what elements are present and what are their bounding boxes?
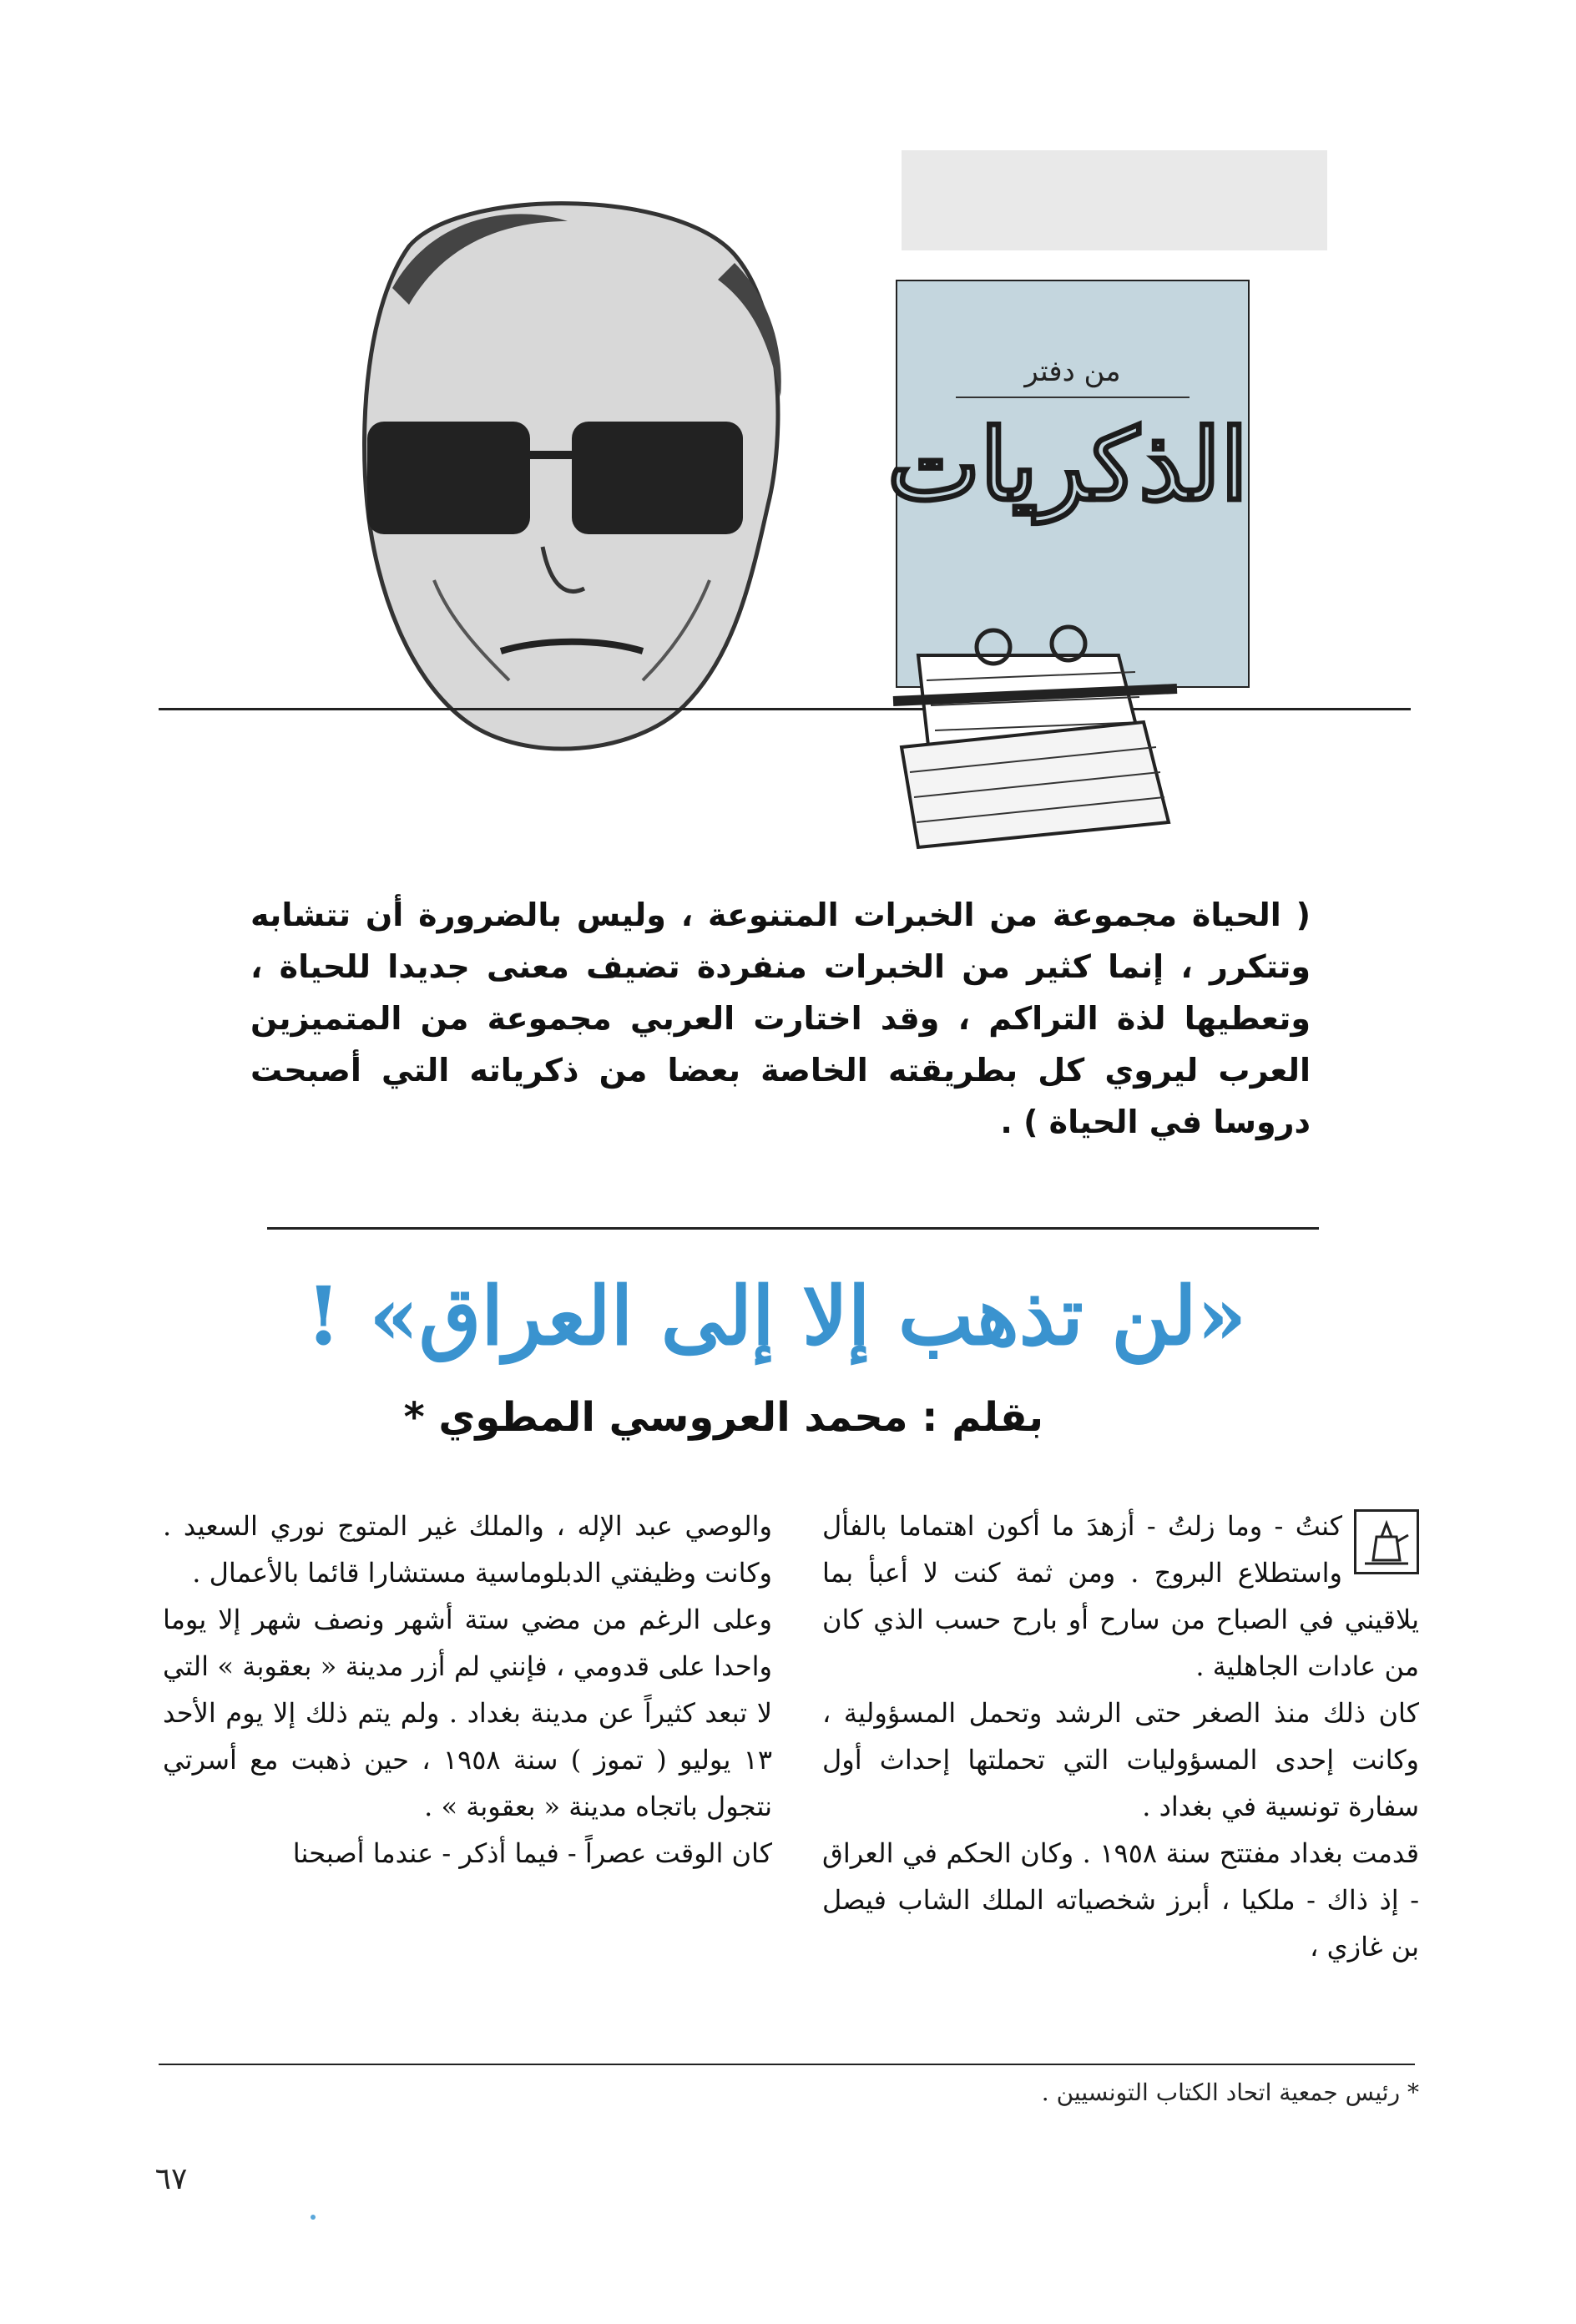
footnote: * رئيس جمعية اتحاد الكتاب التونسيين .: [1041, 2079, 1419, 2106]
footnote-rule: [159, 2064, 1415, 2065]
article-author: بقلم : محمد العروسي المطوي *: [403, 1394, 1043, 1441]
header-shade: [902, 150, 1327, 250]
memoirs-big-label: الذكريات: [887, 407, 1248, 523]
memoirs-small-label: من دفتر: [1024, 355, 1121, 388]
article-column-right: [822, 1503, 1419, 1970]
memoirs-rule: [956, 397, 1190, 398]
intro-paragraph: ( الحياة مجموعة من الخبرات المتنوعة ، وليس بالضرورة أن تتشابه وتتكرر ، إنما كثير من الخبرات منفردة تضيف معنى جديدا للحياة ، وتعطيها لذة التراكم ، وقد اختارت العربي مجموعة من المتميزين العرب ليروي كل بطريقته الخاصة بعضا من ذكرياته التي أصبحت دروسا في الحياة ) .: [250, 897, 1311, 1140]
paragraph: قدمت بغداد مفتتح سنة ١٩٥٨ . وكان الحكم في العراق - إذ ذاك - ملكيا ، أبرز شخصياته الملك الشاب فيصل بن غازي ،: [822, 1837, 1420, 1963]
paragraph: والوصي عبد الإله ، والملك غير المتوج نوري السعيد . وكانت وظيفتي الدبلوماسية مستشارا قائما بالأعمال .: [163, 1510, 772, 1589]
author-portrait: [317, 188, 818, 768]
paragraph: كان الوقت عصراً - فيما أذكر - عندما أصبحنا: [292, 1837, 772, 1869]
paragraph: كان ذلك منذ الصغر حتى الرشد وتحمل المسؤولية ، وكانت إحدى المسؤوليات التي تحملتها إحداث أول سفارة تونسية في بغداد .: [822, 1697, 1419, 1822]
notebook-icon: [868, 622, 1185, 856]
section-divider: [267, 1227, 1319, 1230]
ink-dot: [311, 2215, 316, 2220]
page-number: ٦٧: [154, 2162, 188, 2196]
paragraph: كنتُ - وما زلتُ - أزهدَ ما أكون اهتماما بالفأل واستطلاع البروج . ومن ثمة كنت لا أعبأ بما يلاقيني في الصباح من سارح أو بارح حسب الذي كان من عادات الجاهلية .: [822, 1510, 1419, 1682]
article-title: «لن تذهب إلا إلى العراق» !: [306, 1269, 1247, 1363]
coffee-pot-icon: [1354, 1509, 1419, 1574]
article-column-left: [163, 1503, 772, 1877]
paragraph: وعلى الرغم من مضي ستة أشهر ونصف شهر إلا يوما واحدا على قدومي ، فإنني لم أزر مدينة « بعقوبة » التي لا تبعد كثيراً عن مدينة بغداد . ولم يتم ذلك إلا يوم الأحد ١٣ يوليو ( تموز ) سنة ١٩٥٨ ، حين ذهبت مع أسرتي نتجول باتجاه مدينة « بعقوبة » .: [163, 1604, 773, 1822]
header-rule: [159, 708, 1411, 710]
